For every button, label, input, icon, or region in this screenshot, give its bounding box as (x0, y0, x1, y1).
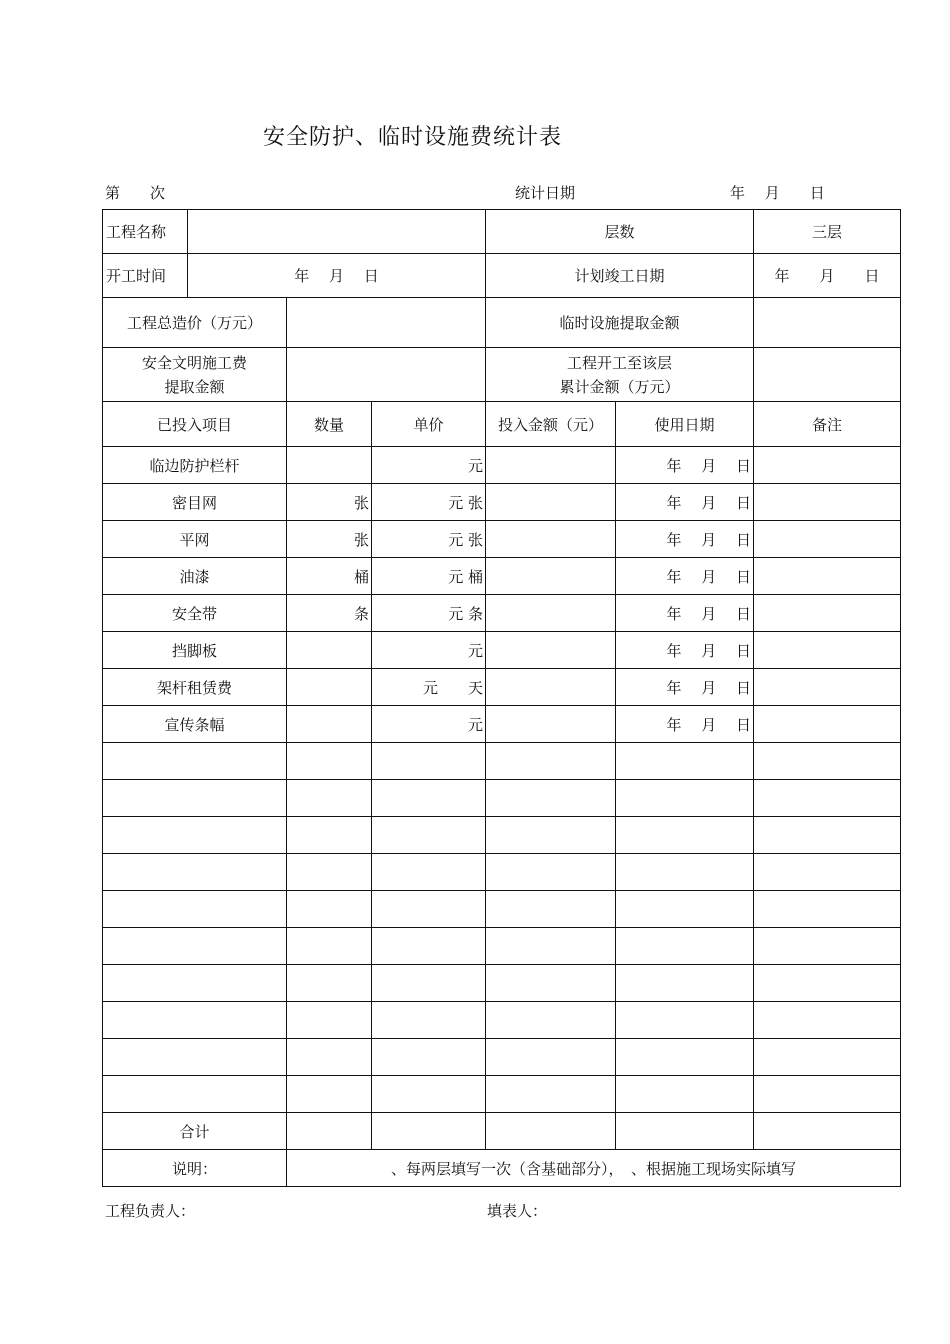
notes-label: 说明： (103, 1150, 287, 1187)
safety-fee-label-line-2: 提取金额 (164, 377, 225, 396)
total-amount[interactable] (486, 1113, 616, 1150)
table-row (103, 447, 901, 484)
cumulative-label (486, 348, 754, 402)
temp-facility-field[interactable] (754, 298, 901, 348)
safety-fee-field[interactable] (287, 348, 486, 402)
item-name: 油漆 (103, 558, 287, 595)
safety-fee-label-line-1: 安全文明施工费 (141, 353, 247, 372)
item-unit-price[interactable]: 元 (372, 706, 486, 743)
col-header-date: 使用日期 (616, 402, 754, 447)
item-quantity[interactable]: 桶 (287, 558, 372, 595)
empty-row (103, 928, 901, 965)
item-amount[interactable] (486, 558, 616, 595)
temp-facility-label: 临时设施提取金额 (486, 298, 754, 348)
project-manager-label: 工程负责人： (105, 1202, 196, 1220)
table-row (103, 521, 901, 558)
item-name: 临边防护栏杆 (103, 447, 287, 484)
start-time-label: 开工时间 (103, 254, 188, 298)
item-amount[interactable] (486, 484, 616, 521)
item-quantity[interactable] (287, 669, 372, 706)
empty-row (103, 743, 901, 780)
col-header-remarks: 备注 (754, 402, 901, 447)
item-quantity[interactable] (287, 632, 372, 669)
item-name: 安全带 (103, 595, 287, 632)
item-unit-price[interactable]: 元 张 (372, 484, 486, 521)
item-date[interactable]: 年 月 日 (616, 484, 754, 521)
item-unit-price[interactable]: 元 桶 (372, 558, 486, 595)
item-remarks[interactable] (754, 706, 901, 743)
total-label: 合计 (103, 1113, 287, 1150)
item-name: 密目网 (103, 484, 287, 521)
item-quantity[interactable]: 张 (287, 521, 372, 558)
item-remarks[interactable] (754, 669, 901, 706)
empty-row (103, 817, 901, 854)
item-date[interactable]: 年 月 日 (616, 447, 754, 484)
empty-row (103, 1002, 901, 1039)
empty-row (103, 891, 901, 928)
empty-row (103, 780, 901, 817)
item-quantity[interactable]: 条 (287, 595, 372, 632)
item-amount[interactable] (486, 669, 616, 706)
item-name: 架杆租赁费 (103, 669, 287, 706)
item-name: 平网 (103, 521, 287, 558)
item-amount[interactable] (486, 447, 616, 484)
item-remarks[interactable] (754, 632, 901, 669)
table-row (103, 595, 901, 632)
item-amount[interactable] (486, 595, 616, 632)
col-header-item: 已投入项目 (103, 402, 287, 447)
start-time-row (103, 254, 901, 298)
fee-statistics-table (102, 209, 901, 1187)
col-header-amount: 投入金额（元） (486, 402, 616, 447)
item-date[interactable]: 年 月 日 (616, 669, 754, 706)
empty-row (103, 854, 901, 891)
total-cost-field[interactable] (287, 298, 486, 348)
table-row (103, 558, 901, 595)
table-row (103, 669, 901, 706)
empty-row (103, 965, 901, 1002)
item-remarks[interactable] (754, 595, 901, 632)
form-title: 安全防护、临时设施费统计表 (263, 125, 563, 150)
total-date[interactable] (616, 1113, 754, 1150)
item-unit-price[interactable]: 元 天 (372, 669, 486, 706)
total-row (103, 1113, 901, 1150)
col-header-unit-price: 单价 (372, 402, 486, 447)
column-header-row (103, 402, 901, 447)
notes-row (103, 1150, 901, 1187)
sequence-label: 第 次 (105, 184, 166, 202)
table-row (103, 484, 901, 521)
item-unit-price[interactable]: 元 (372, 632, 486, 669)
cumulative-field[interactable] (754, 348, 901, 402)
empty-row (103, 1076, 901, 1113)
total-remarks[interactable] (754, 1113, 901, 1150)
item-amount[interactable] (486, 632, 616, 669)
item-date[interactable]: 年 月 日 (616, 632, 754, 669)
cumulative-label-line-2: 累计金额（万元） (559, 377, 680, 396)
col-header-quantity: 数量 (287, 402, 372, 447)
total-quantity[interactable] (287, 1113, 372, 1150)
item-amount[interactable] (486, 521, 616, 558)
planned-completion-label: 计划竣工日期 (486, 254, 754, 298)
notes-text: 、每两层填写一次（含基础部分）， 、根据施工现场实际填写 (287, 1150, 901, 1187)
item-quantity[interactable] (287, 447, 372, 484)
safety-fee-label (103, 348, 287, 402)
item-name: 宣传条幅 (103, 706, 287, 743)
total-cost-row (103, 298, 901, 348)
item-remarks[interactable] (754, 521, 901, 558)
total-cost-label: 工程总造价（万元） (103, 298, 287, 348)
item-name: 挡脚板 (103, 632, 287, 669)
table-row (103, 706, 901, 743)
item-date[interactable]: 年 月 日 (616, 595, 754, 632)
item-quantity[interactable]: 张 (287, 484, 372, 521)
floors-label: 层数 (486, 210, 754, 254)
item-amount[interactable] (486, 706, 616, 743)
item-date[interactable]: 年 月 日 (616, 558, 754, 595)
item-date[interactable]: 年 月 日 (616, 521, 754, 558)
item-remarks[interactable] (754, 447, 901, 484)
stat-date-value: 年 月 日 (730, 184, 825, 202)
project-name-label: 工程名称 (103, 210, 188, 254)
project-name-row (103, 210, 901, 254)
item-date[interactable]: 年 月 日 (616, 706, 754, 743)
planned-completion-value[interactable]: 年 月 日 (754, 254, 901, 298)
empty-row (103, 1039, 901, 1076)
item-unit-price[interactable]: 元 张 (372, 521, 486, 558)
table-row (103, 632, 901, 669)
item-remarks[interactable] (754, 484, 901, 521)
item-unit-price[interactable]: 元 (372, 447, 486, 484)
safety-fee-row (103, 348, 901, 402)
cumulative-label-line-1: 工程开工至该层 (567, 353, 673, 372)
form-filler-label: 填表人： (487, 1202, 548, 1220)
start-time-value[interactable]: 年 月 日 (188, 254, 486, 298)
stat-date-label: 统计日期 (515, 184, 576, 202)
item-quantity[interactable] (287, 706, 372, 743)
project-name-field[interactable] (188, 210, 486, 254)
item-remarks[interactable] (754, 558, 901, 595)
total-unit-price[interactable] (372, 1113, 486, 1150)
item-unit-price[interactable]: 元 条 (372, 595, 486, 632)
floors-value[interactable]: 三层 (754, 210, 901, 254)
